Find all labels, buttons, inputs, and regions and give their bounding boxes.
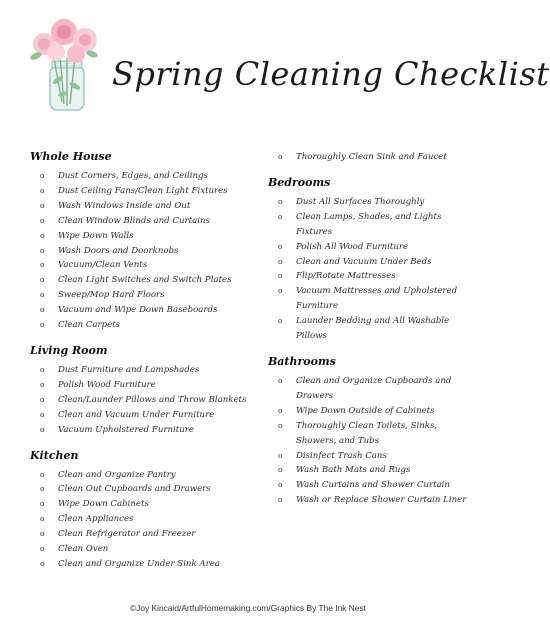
- section-heading: Whole House: [30, 150, 112, 163]
- flower-jar-illustration: [22, 8, 112, 118]
- checklist-item: o Clean and Vacuum Under Beds: [268, 255, 478, 270]
- bullet-icon: o: [40, 364, 45, 374]
- bullet-icon: o: [40, 544, 45, 554]
- checklist-item: o Clean Out Cupboards and Drawers: [30, 482, 258, 497]
- checklist-item: o Dust Ceiling Fans/Clean Light Fixtures: [30, 184, 258, 199]
- bullet-icon: o: [40, 171, 45, 180]
- checklist-item: o Clean and Organize Under Sink Area: [30, 557, 258, 572]
- checklist-item: o Dust Furniture and Lampshades: [30, 363, 258, 378]
- checklist-item: o Launder Bedding and All Washable Pillows: [278, 316, 450, 342]
- checklist-item: o Wash Curtains and Shower Curtain: [268, 478, 478, 493]
- bullet-icon: o: [278, 256, 283, 266]
- checklist-item: o Wash Windows Inside and Out: [30, 199, 258, 214]
- bullet-icon: o: [40, 558, 45, 568]
- checklist-item: o Clean/Launder Pillows and Throw Blankets: [30, 393, 258, 408]
- checklist-item: o Clean Appliances: [30, 512, 258, 527]
- bullet-icon: o: [278, 495, 283, 505]
- checklist-item: o Wipe Down Walls: [30, 229, 258, 244]
- checklist-item: o Clean and Organize Pantry: [30, 468, 258, 483]
- section-kitchen-continued: [268, 150, 478, 165]
- checklist-item: o Clean Light Switches and Switch Plates: [30, 273, 258, 288]
- checklist-item: o Wash Bath Mats and Rugs: [268, 463, 478, 478]
- bullet-icon: o: [40, 260, 45, 270]
- checklist-item: o Wash or Replace Shower Curtain Liner: [268, 493, 478, 508]
- checklist-item: o Clean and Vacuum Under Furniture: [30, 408, 258, 423]
- bullet-icon: o: [40, 245, 45, 255]
- bullet-icon: o: [40, 290, 45, 300]
- section-whole-house: [30, 150, 258, 333]
- bullet-icon: o: [278, 316, 283, 326]
- section-bathrooms: [268, 355, 478, 508]
- bullet-icon: o: [40, 424, 45, 434]
- page-title: Spring Cleaning Checklist: [112, 55, 550, 93]
- bullet-icon: o: [40, 529, 45, 539]
- copyright-footer: ©Joy Kincaid/ArtfulHomemaking.com/Graphics By The Ink Nest: [130, 603, 366, 613]
- checklist-item: o Clean Carpets: [30, 318, 258, 333]
- bullet-icon: o: [278, 465, 283, 475]
- checklist-item: o Polish Wood Furniture: [30, 378, 258, 393]
- bullet-icon: o: [40, 305, 45, 315]
- checklist-item: o Vacuum and Wipe Down Baseboards: [30, 303, 258, 318]
- bullet-icon: o: [40, 230, 45, 240]
- checklist-item: o Wipe Down Cabinets: [30, 497, 258, 512]
- bullet-icon: o: [278, 480, 283, 490]
- bullet-icon: o: [278, 405, 283, 415]
- checklist-item: o Thoroughly Clean Sink and Faucet: [268, 150, 478, 165]
- checklist-item: o Clean Lamps, Shades, and Lights Fixtures: [278, 211, 442, 237]
- checklist-item: o Sweep/Mop Hard Floors: [30, 288, 258, 303]
- bullet-icon: o: [40, 185, 45, 195]
- section-living-room: [30, 344, 258, 438]
- section-heading: Living Room: [30, 343, 108, 357]
- section-bedrooms: [268, 176, 478, 344]
- bullet-icon: o: [40, 200, 45, 210]
- bullet-icon: o: [278, 286, 283, 296]
- checklist-item: o Polish All Wood Furniture: [268, 240, 478, 255]
- checklist-item: o Flip/Rotate Mattresses: [268, 269, 478, 284]
- section-kitchen: [30, 449, 258, 572]
- bullet-icon: o: [40, 379, 45, 389]
- checklist-item: o Wipe Down Outside of Cabinets: [268, 404, 478, 419]
- bullet-icon: o: [40, 514, 45, 524]
- bullet-icon: o: [40, 215, 45, 225]
- checklist-item: o Clean Refrigerator and Freezer: [30, 527, 258, 542]
- bullet-icon: o: [40, 484, 45, 494]
- checklist-item: o Disinfect Trash Cans: [268, 449, 478, 464]
- checklist-item: o Clean Window Blinds and Curtains: [30, 214, 258, 229]
- checklist-item: o Clean Oven: [30, 542, 258, 557]
- bullet-icon: o: [40, 394, 45, 404]
- checklist-item: o Wash Doors and Doorknobs: [30, 244, 258, 259]
- left-column: [30, 150, 258, 583]
- bullet-icon: o: [40, 499, 45, 509]
- bullet-icon: o: [278, 152, 283, 161]
- bullet-icon: o: [40, 409, 45, 419]
- bullet-icon: o: [278, 375, 283, 385]
- bullet-icon: o: [278, 420, 283, 430]
- checklist-item: o Dust All Surfaces Thoroughly: [268, 195, 478, 210]
- checklist-item: o Dust Corners, Edges, and Ceilings: [30, 169, 258, 184]
- bullet-icon: o: [278, 211, 283, 221]
- checklist-item: o Vacuum/Clean Vents: [30, 258, 258, 273]
- section-heading: Kitchen: [30, 448, 79, 462]
- bullet-icon: o: [278, 196, 283, 206]
- bullet-icon: o: [278, 271, 283, 281]
- section-heading: Bedrooms: [268, 175, 331, 189]
- section-heading: Bathrooms: [268, 354, 336, 368]
- bullet-icon: o: [40, 320, 45, 330]
- bullet-icon: o: [278, 241, 283, 251]
- checklist-item: o Thoroughly Clean Toilets, Sinks, Showers, and Tubs: [278, 420, 438, 446]
- bullet-icon: o: [40, 469, 45, 479]
- checklist-item: o Vacuum Upholstered Furniture: [30, 423, 258, 438]
- checklist-item: o Clean and Organize Cupboards and Drawers: [278, 375, 452, 401]
- right-column: [268, 150, 478, 519]
- checklist-item: o Vacuum Mattresses and Upholstered Furniture: [278, 286, 458, 312]
- bullet-icon: o: [278, 450, 283, 460]
- bullet-icon: o: [40, 275, 45, 285]
